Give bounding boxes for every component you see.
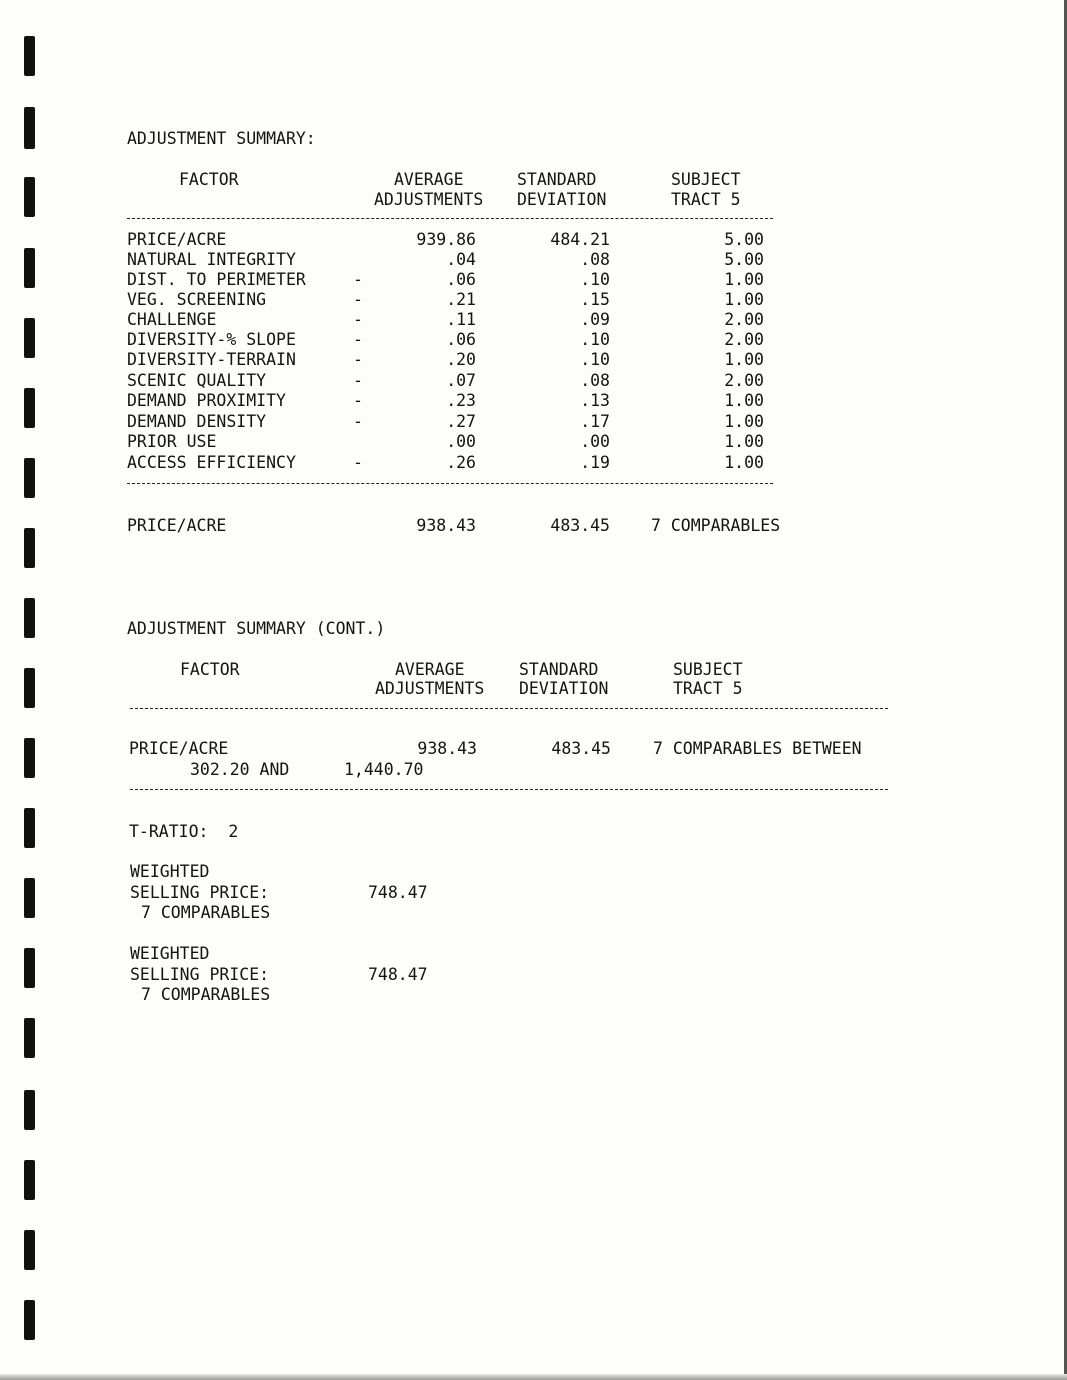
punch-hole — [24, 248, 35, 288]
total-average: 938.43 — [416, 516, 476, 535]
range-low: 302.20 AND — [190, 760, 290, 779]
subject-value: 1.00 — [724, 350, 764, 369]
header-factor: FACTOR — [180, 660, 240, 679]
std-value: .08 — [580, 250, 610, 269]
punch-hole — [24, 107, 35, 149]
punch-hole — [24, 1090, 35, 1130]
std-value: .19 — [580, 453, 610, 472]
factor-name: SCENIC QUALITY — [127, 371, 267, 390]
average-value: .27 — [446, 412, 476, 431]
std-value: .15 — [580, 290, 610, 309]
header-factor: FACTOR — [179, 170, 239, 189]
divider-rule — [127, 483, 773, 484]
t-ratio: T-RATIO: 2 — [129, 822, 239, 841]
factor-name: PRIOR USE — [127, 432, 217, 451]
subject-value: 5.00 — [724, 230, 764, 249]
average-value: .07 — [446, 371, 476, 390]
weighted-label: WEIGHTED — [130, 944, 210, 963]
subject-value: 2.00 — [724, 371, 764, 390]
section-title: ADJUSTMENT SUMMARY: — [127, 129, 316, 148]
average-value: .20 — [446, 350, 476, 369]
section-title: ADJUSTMENT SUMMARY (CONT.) — [127, 619, 386, 638]
std-value: .10 — [580, 350, 610, 369]
average-value: .06 — [446, 330, 476, 349]
std-value: .10 — [580, 330, 610, 349]
punch-hole — [24, 1018, 35, 1058]
header-adjustments: ADJUSTMENTS — [375, 679, 485, 698]
subject-value: 5.00 — [724, 250, 764, 269]
average-value: 939.86 — [416, 230, 476, 249]
subject-value: 1.00 — [724, 432, 764, 451]
total-note: 7 COMPARABLES — [651, 516, 781, 535]
sign: - — [353, 371, 363, 390]
average-value: .21 — [446, 290, 476, 309]
total-std: 483.45 — [550, 516, 610, 535]
row-note: 7 COMPARABLES BETWEEN — [653, 739, 862, 758]
std-value: 484.21 — [550, 230, 610, 249]
total-factor: PRICE/ACRE — [127, 516, 227, 535]
punch-hole — [24, 1160, 35, 1200]
header-subject: SUBJECT — [673, 660, 743, 679]
comparables-label: 7 COMPARABLES — [141, 903, 271, 922]
sign: - — [353, 310, 363, 329]
punch-hole — [24, 598, 35, 638]
divider-rule — [130, 789, 888, 790]
sign: - — [353, 453, 363, 472]
sign: - — [353, 391, 363, 410]
selling-price-label: SELLING PRICE: — [130, 965, 270, 984]
row-factor: PRICE/ACRE — [129, 739, 229, 758]
header-average: AVERAGE — [395, 660, 465, 679]
punch-hole — [24, 878, 35, 918]
std-value: .10 — [580, 270, 610, 289]
std-value: .13 — [580, 391, 610, 410]
factor-name: DEMAND DENSITY — [127, 412, 267, 431]
range-high: 1,440.70 — [344, 760, 424, 779]
average-value: .06 — [446, 270, 476, 289]
std-value: .00 — [580, 432, 610, 451]
header-deviation: DEVIATION — [517, 190, 607, 209]
factor-name: PRICE/ACRE — [127, 230, 227, 249]
sign: - — [353, 412, 363, 431]
subject-value: 2.00 — [724, 310, 764, 329]
subject-value: 1.00 — [724, 412, 764, 431]
comparables-label: 7 COMPARABLES — [141, 985, 271, 1004]
punch-hole — [24, 458, 35, 498]
punch-hole — [24, 1230, 35, 1270]
factor-name: CHALLENGE — [127, 310, 217, 329]
subject-value: 1.00 — [724, 270, 764, 289]
factor-name: DIST. TO PERIMETER — [127, 270, 306, 289]
punch-hole — [24, 948, 35, 988]
factor-name: NATURAL INTEGRITY — [127, 250, 296, 269]
weighted-label: WEIGHTED — [130, 862, 210, 881]
row-average: 938.43 — [417, 739, 477, 758]
selling-price-label: SELLING PRICE: — [130, 883, 270, 902]
header-adjustments: ADJUSTMENTS — [374, 190, 484, 209]
page-edge — [0, 1374, 1067, 1380]
header-deviation: DEVIATION — [519, 679, 609, 698]
subject-value: 1.00 — [724, 453, 764, 472]
divider-rule — [130, 708, 888, 709]
header-tract: TRACT 5 — [673, 679, 743, 698]
header-subject: SUBJECT — [671, 170, 741, 189]
sign: - — [353, 290, 363, 309]
divider-rule — [127, 218, 773, 219]
sign: - — [353, 270, 363, 289]
subject-value: 1.00 — [724, 391, 764, 410]
punch-hole — [24, 388, 35, 428]
punch-hole — [24, 668, 35, 708]
header-standard: STANDARD — [519, 660, 599, 679]
punch-hole — [24, 1300, 35, 1340]
factor-name: DIVERSITY-TERRAIN — [127, 350, 296, 369]
punch-hole — [24, 177, 35, 217]
header-tract: TRACT 5 — [671, 190, 741, 209]
punch-hole — [24, 528, 35, 568]
punch-hole — [24, 808, 35, 848]
factor-name: DEMAND PROXIMITY — [127, 391, 286, 410]
std-value: .09 — [580, 310, 610, 329]
punch-hole — [24, 738, 35, 778]
average-value: .26 — [446, 453, 476, 472]
header-standard: STANDARD — [517, 170, 597, 189]
selling-price-value: 748.47 — [368, 965, 428, 984]
sign: - — [353, 350, 363, 369]
subject-value: 1.00 — [724, 290, 764, 309]
punch-hole — [24, 318, 35, 358]
factor-name: DIVERSITY-% SLOPE — [127, 330, 296, 349]
subject-value: 2.00 — [724, 330, 764, 349]
sign: - — [353, 330, 363, 349]
average-value: .00 — [446, 432, 476, 451]
std-value: .08 — [580, 371, 610, 390]
average-value: .04 — [446, 250, 476, 269]
selling-price-value: 748.47 — [368, 883, 428, 902]
factor-name: ACCESS EFFICIENCY — [127, 453, 296, 472]
std-value: .17 — [580, 412, 610, 431]
factor-name: VEG. SCREENING — [127, 290, 267, 309]
row-std: 483.45 — [551, 739, 611, 758]
punch-hole — [24, 36, 35, 76]
average-value: .23 — [446, 391, 476, 410]
average-value: .11 — [446, 310, 476, 329]
header-average: AVERAGE — [394, 170, 464, 189]
